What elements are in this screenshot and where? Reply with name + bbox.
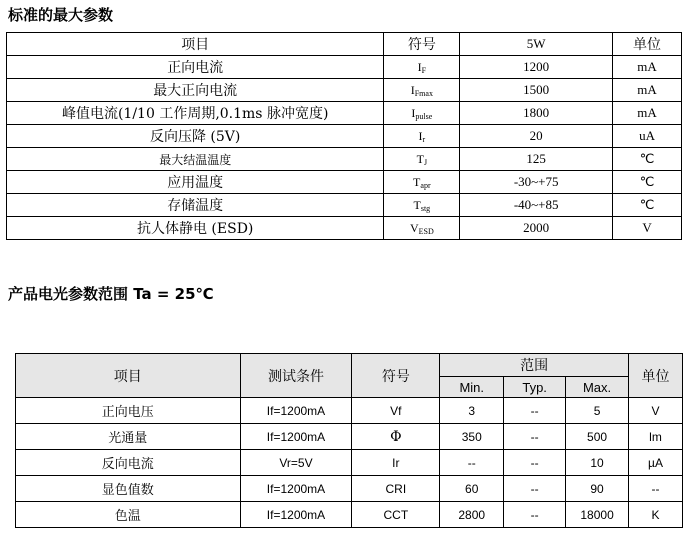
table-row	[7, 148, 682, 171]
header-5w: 5W	[460, 33, 613, 56]
typ-cell: --	[504, 450, 566, 476]
value-cell: -40~+85	[460, 194, 613, 217]
table-row	[16, 424, 683, 450]
max-cell: 500	[566, 424, 629, 450]
value-cell: 1800	[460, 102, 613, 125]
typ-cell: --	[504, 476, 566, 502]
header-unit: 单位	[629, 354, 683, 398]
item-cell: 应用温度	[7, 171, 384, 194]
item-cell: 正向电流	[7, 56, 384, 79]
unit-cell: ℃	[613, 148, 682, 171]
symbol-cell: Ir	[352, 450, 440, 476]
condition-cell: If=1200mA	[240, 398, 352, 424]
unit-cell: mA	[613, 56, 682, 79]
symbol-cell: CCT	[352, 502, 440, 528]
item-cell: 最大正向电流	[7, 79, 384, 102]
header-unit: 单位	[613, 33, 682, 56]
table-row	[16, 398, 683, 424]
symbol-cell: $I_F$	[384, 56, 460, 79]
max-cell: 18000	[566, 502, 629, 528]
table-row	[7, 194, 682, 217]
symbol-cell: Φ	[352, 424, 440, 450]
item-cell: 正向电压	[16, 398, 241, 424]
value-cell: 1500	[460, 79, 613, 102]
header-typ: Typ.	[504, 377, 566, 398]
header-condition: 测试条件	[240, 354, 352, 398]
header-symbol: 符号	[352, 354, 440, 398]
condition-cell: If=1200mA	[240, 424, 352, 450]
item-cell: 存储温度	[7, 194, 384, 217]
table-row	[16, 476, 683, 502]
symbol-cell: $I_{pulse}$	[384, 102, 460, 125]
typ-cell: --	[504, 502, 566, 528]
item-cell: 峰值电流(1/10 工作周期,0.1ms 脉冲宽度)	[7, 102, 384, 125]
electro-optical-title: 产品电光参数范围 Ta = 25℃	[8, 285, 214, 303]
item-cell: 色温	[16, 502, 241, 528]
min-cell: 350	[440, 424, 504, 450]
table-row	[7, 217, 682, 240]
table-row	[7, 56, 682, 79]
unit-cell: ℃	[613, 194, 682, 217]
symbol-cell: CRI	[352, 476, 440, 502]
unit-cell: uA	[613, 125, 682, 148]
unit-cell: lm	[629, 424, 683, 450]
item-cell: 反向压降 (5V)	[7, 125, 384, 148]
typ-cell: --	[504, 424, 566, 450]
condition-cell: If=1200mA	[240, 476, 352, 502]
value-cell: -30~+75	[460, 171, 613, 194]
unit-cell: mA	[613, 102, 682, 125]
table-row	[16, 502, 683, 528]
header-symbol: 符号	[384, 33, 460, 56]
table-header-row	[16, 354, 683, 377]
max-cell: 90	[566, 476, 629, 502]
item-cell: 显色值数	[16, 476, 241, 502]
typ-cell: --	[504, 398, 566, 424]
max-cell: 10	[566, 450, 629, 476]
min-cell: 2800	[440, 502, 504, 528]
item-cell: 最大结温温度	[7, 148, 384, 171]
item-cell: 反向电流	[16, 450, 241, 476]
unit-cell: ℃	[613, 171, 682, 194]
unit-cell: µA	[629, 450, 683, 476]
item-cell: 光通量	[16, 424, 241, 450]
table-row	[7, 125, 682, 148]
header-item: 项目	[7, 33, 384, 56]
table-header-row	[7, 33, 682, 56]
symbol-cell: $I_{Fmax}$	[384, 79, 460, 102]
max-ratings-table	[6, 32, 682, 240]
symbol-cell: $T_{stg}$	[384, 194, 460, 217]
table-row	[7, 171, 682, 194]
value-cell: 20	[460, 125, 613, 148]
condition-cell: Vr=5V	[240, 450, 352, 476]
symbol-cell: $I_r$	[384, 125, 460, 148]
symbol-cell: $V_{ESD}$	[384, 217, 460, 240]
max-cell: 5	[566, 398, 629, 424]
symbol-cell: $T_J$	[384, 148, 460, 171]
condition-cell: If=1200mA	[240, 502, 352, 528]
unit-cell: V	[629, 398, 683, 424]
value-cell: 125	[460, 148, 613, 171]
unit-cell: K	[629, 502, 683, 528]
unit-cell: mA	[613, 79, 682, 102]
electro-optical-table	[15, 353, 683, 528]
table-row	[7, 102, 682, 125]
symbol-cell: Vf	[352, 398, 440, 424]
header-min: Min.	[440, 377, 504, 398]
item-cell: 抗人体静电 (ESD)	[7, 217, 384, 240]
header-item: 项目	[16, 354, 241, 398]
min-cell: 60	[440, 476, 504, 502]
value-cell: 2000	[460, 217, 613, 240]
min-cell: 3	[440, 398, 504, 424]
table-row	[16, 450, 683, 476]
value-cell: 1200	[460, 56, 613, 79]
table-row	[7, 79, 682, 102]
unit-cell: V	[613, 217, 682, 240]
header-max: Max.	[566, 377, 629, 398]
symbol-cell: $T_{apr}$	[384, 171, 460, 194]
header-range: 范围	[440, 354, 629, 377]
max-ratings-title: 标准的最大参数	[8, 6, 114, 24]
min-cell: --	[440, 450, 504, 476]
unit-cell: --	[629, 476, 683, 502]
